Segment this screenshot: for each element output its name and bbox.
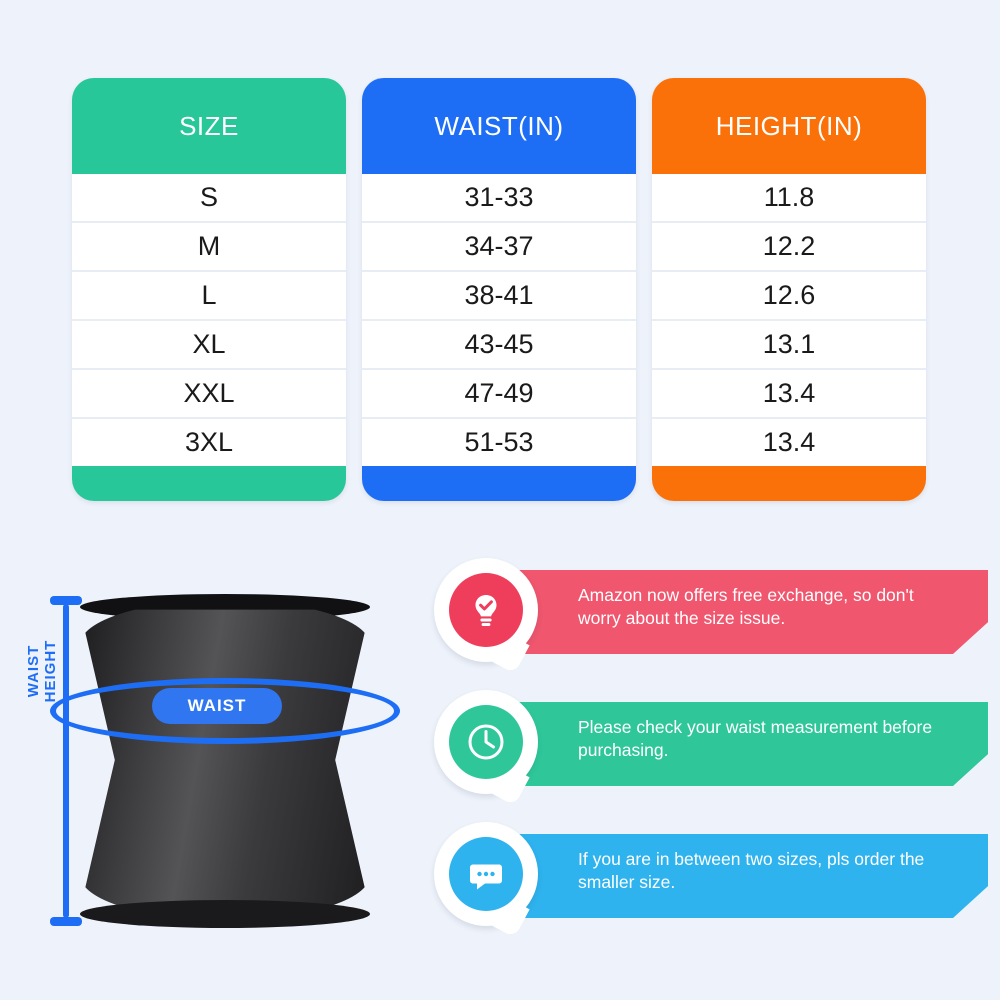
lightbulb-check-icon-svg [464,588,508,632]
column-body-waist [362,174,636,501]
note-badge [430,556,542,674]
table-cell: 11.8 [652,174,926,223]
note-text: If you are in between two sizes, pls order the smaller size. [578,849,925,893]
measure-line-icon [63,604,69,918]
table-cell: L [72,272,346,321]
table-cell: 34-37 [362,223,636,272]
waist-trainer-belt-image [80,600,370,920]
table-cell: S [72,174,346,223]
clock-icon [449,705,523,779]
table-column-waist [362,78,636,501]
chat-bubble-icon [449,837,523,911]
table-cell: 13.1 [652,321,926,370]
table-cell: M [72,223,346,272]
table-cell: 38-41 [362,272,636,321]
note-text: Please check your waist measurement before purchasing. [578,717,933,761]
column-header-waist: WAIST(IN) [434,110,564,141]
column-body-size [72,174,346,501]
table-column-height [652,78,926,501]
table-cell: 13.4 [652,370,926,419]
note-item [430,688,990,806]
table-cell: 47-49 [362,370,636,419]
belt-body [80,600,370,920]
column-body-height [652,174,926,501]
table-cell: 3XL [72,419,346,466]
note-badge [430,820,542,938]
note-item [430,820,990,938]
table-cell: 51-53 [362,419,636,466]
chat-bubble-icon-svg [463,851,509,897]
waist-height-label: WAIST HEIGHT [21,612,63,730]
table-cell: 43-45 [362,321,636,370]
table-cell: 13.4 [652,419,926,466]
table-cell: 12.6 [652,272,926,321]
note-text: Amazon now offers free exchange, so don't worry about the size issue. [578,585,914,629]
table-cell: XL [72,321,346,370]
lightbulb-check-icon [449,573,523,647]
clock-icon-svg [463,719,509,765]
column-header-size: SIZE [179,110,239,141]
measure-cap-bottom-icon [50,917,82,926]
note-badge [430,688,542,806]
note-item [430,556,990,674]
product-illustration [20,560,420,980]
table-column-size [72,78,346,501]
column-header-height: HEIGHT(IN) [715,110,863,141]
table-cell: XXL [72,370,346,419]
waist-label: WAIST [152,688,282,724]
notes-list [430,556,990,952]
belt-bottom-edge [80,900,370,928]
table-cell: 12.2 [652,223,926,272]
table-cell: 31-33 [362,174,636,223]
size-chart-table [72,78,928,501]
